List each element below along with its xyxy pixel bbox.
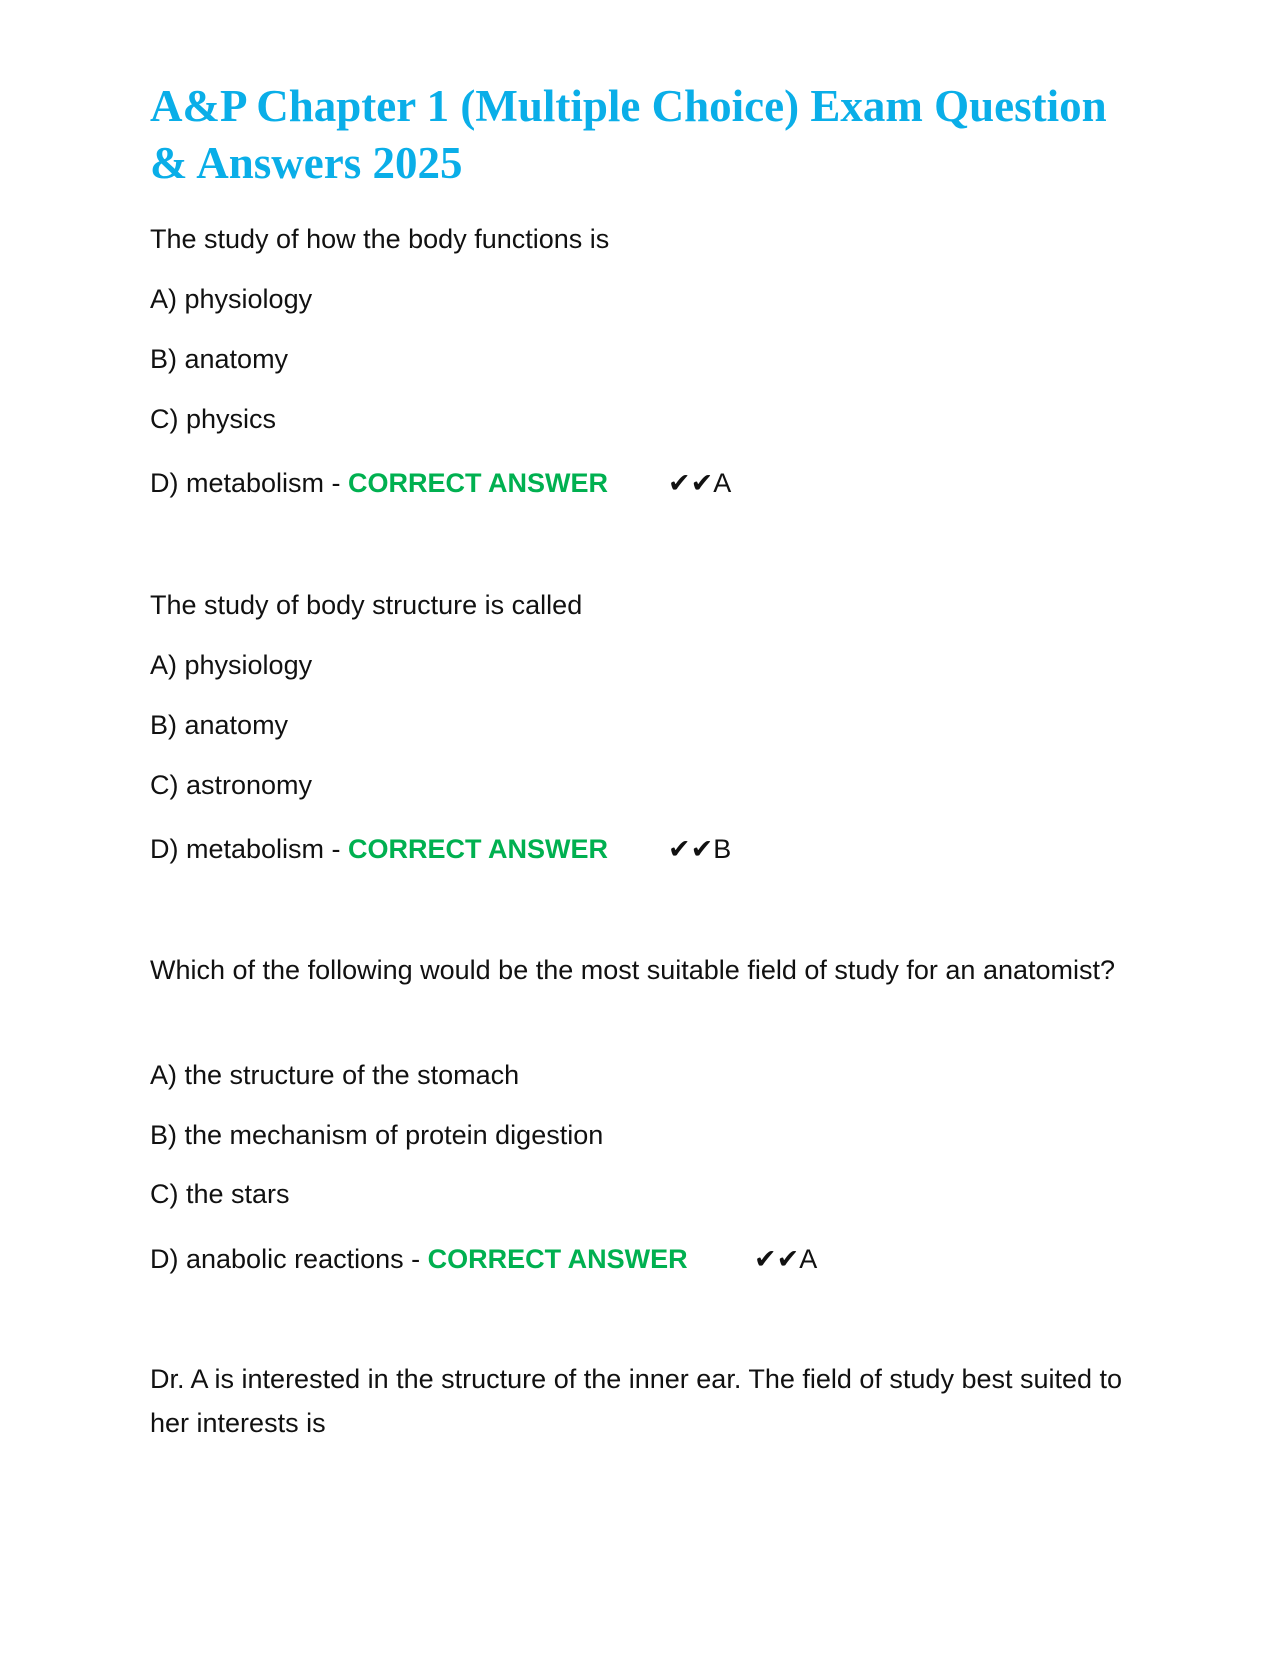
correct-answer-label: CORRECT ANSWER [348, 468, 609, 498]
question-3-answer [754, 1242, 817, 1276]
option-d-text: D) metabolism - [150, 468, 349, 498]
question-1-option-c: C) physics [150, 404, 277, 434]
question-2-option-d [150, 832, 608, 866]
question-3-option-b: B) the mechanism of protein digestion [150, 1120, 604, 1150]
question-2-option-c: C) astronomy [150, 770, 313, 800]
check-icon: ✔✔ [668, 834, 714, 864]
question-3-option-a: A) the structure of the stomach [150, 1060, 520, 1090]
question-4-text: Dr. A is interested in the structure of the inner ear. The field of study best suited to her interests is [150, 1364, 1123, 1438]
question-1-option-b: B) anatomy [150, 344, 289, 374]
check-icon: ✔✔ [754, 1244, 800, 1274]
question-1-option-d [150, 466, 608, 500]
question-1-answer [668, 466, 731, 500]
question-1-option-a: A) physiology [150, 284, 313, 314]
option-d-text: D) metabolism - [150, 834, 349, 864]
question-2-answer [668, 832, 731, 866]
document-title: A&P Chapter 1 (Multiple Choice) Exam Question & Answers 2025 [150, 81, 1107, 188]
answer-letter: A [799, 1244, 818, 1274]
question-2-text: The study of body structure is called [150, 590, 583, 620]
answer-letter: B [713, 834, 732, 864]
question-2-option-b: B) anatomy [150, 710, 289, 740]
question-3-option-c: C) the stars [150, 1179, 290, 1209]
answer-letter: A [713, 468, 732, 498]
option-d-text: D) anabolic reactions - [150, 1244, 428, 1274]
question-3-text: Which of the following would be the most suitable field of study for an anatomist? [150, 955, 1116, 985]
question-2-option-a: A) physiology [150, 650, 313, 680]
check-icon: ✔✔ [668, 468, 714, 498]
question-3-option-d [150, 1242, 688, 1276]
correct-answer-label: CORRECT ANSWER [348, 834, 609, 864]
question-1-text: The study of how the body functions is [150, 224, 610, 254]
correct-answer-label: CORRECT ANSWER [427, 1244, 688, 1274]
